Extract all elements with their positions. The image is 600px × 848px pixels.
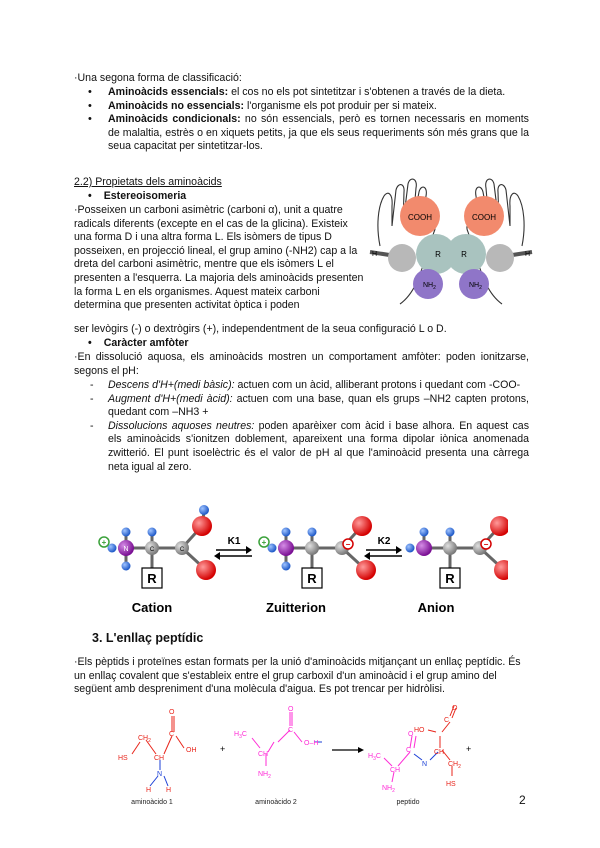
section-heading-3: 3. L'enllaç peptídic	[92, 631, 204, 645]
ho-label: HO	[414, 727, 425, 734]
ch2-label: $CH_2$	[448, 761, 461, 770]
h-sphere-left	[388, 244, 416, 272]
c-label: C	[169, 731, 175, 738]
ch-label: CH	[434, 749, 445, 756]
ch-label: CH	[258, 751, 269, 758]
section-heading-2-2: 2.2) Propietats dels aminoàcids	[74, 176, 222, 188]
c-label: C	[149, 547, 155, 553]
plus-sign: +	[466, 744, 472, 754]
plus-sign: +	[220, 744, 226, 754]
oh-label: O–H	[304, 740, 319, 747]
amino-acid-1	[118, 709, 197, 806]
h-sphere-right	[486, 244, 514, 272]
cation-molecule	[99, 505, 216, 588]
h-label-left: H	[372, 251, 378, 258]
cooh-label-right: COOH	[472, 213, 496, 222]
cooh-label-left: COOH	[408, 213, 432, 222]
stereoisomery-text: ·Posseixen un carboni asimètric (carboni α), unit a quatre radicals diferents (excepte en el cas de la glicina). Existeix una forma D i una altra forma L. Els isòmers de tipus D posseixen, en projecció lineal, el grup amino (-NH2) cap a la dreta del carboni asimètric, mentre que els isòmers L el presenten a l'esquerra. La majoria dels aminoàcids presenten la forma L en els organismes. Aquest mateix carboni determina que presenten activitat òptica i poden	[74, 204, 364, 312]
reaction-arrow	[332, 747, 364, 753]
plus-charge: +	[261, 538, 267, 547]
amphoteric-title: • Caràcter amfòter	[88, 337, 189, 351]
o-label: O	[169, 709, 175, 716]
n-label: N	[157, 771, 163, 778]
peptide-label: peptido	[396, 799, 420, 806]
n-label: N	[422, 761, 428, 768]
h-label: H	[166, 787, 172, 794]
nh2-label-left: $NH_2$	[423, 282, 436, 291]
peptide-bond-figure	[104, 702, 484, 812]
stereoisomery-text-end: ser levògirs (-) o dextrògirs (+), independentment de la seua configuració L o D.	[74, 323, 447, 335]
r-label: R	[147, 571, 157, 586]
minus-charge: −	[483, 540, 489, 549]
nh2-label: $NH_2$	[382, 785, 395, 794]
k2-equilibrium-arrow	[364, 536, 402, 560]
r-label: R	[307, 571, 317, 586]
zwitterion-label: Zuitterion	[266, 600, 326, 615]
stereoisomery-title: • Estereoisomeria	[88, 190, 186, 204]
r-label: R	[445, 571, 455, 586]
amino-acid-2	[234, 706, 322, 806]
zwitterion-molecule	[259, 516, 376, 588]
r-label-right: R	[461, 250, 467, 259]
plus-charge: +	[101, 538, 107, 547]
list-item: • Aminoàcids condicionals: no són essencials, però es tornen necessaris en moments de malaltia, estrès o en xiquets petits, ja que els seus requeriments són més grans que la seua capacitat per sintetitzar-los.	[74, 113, 529, 154]
h-label-right: H	[525, 251, 531, 258]
minus-charge: −	[345, 540, 351, 549]
list-item: - Dissolucions aquoses neutres: poden aparèixer com àcid i base alhora. En aquest cas els aminoàcids s'ionitzen doblement, apareixent una forma dipolar iònica anomenada zwitterió. El punt isoelèctric és el valor de pH al que l'aminoàcid presenta una càrrega neta igual al zero.	[74, 420, 529, 474]
k1-equilibrium-arrow	[214, 536, 252, 560]
h3c-label: $H_3C$	[368, 753, 381, 762]
amphoteric-text: ·En dissolució aquosa, els aminoàcids mostren un comportament amfòter: poden ionitzarse, segons el pH:	[74, 351, 529, 377]
oh-label: OH	[186, 747, 197, 754]
amino-acid-1-label: aminoàcido 1	[131, 799, 173, 806]
o-label: O	[408, 731, 414, 738]
k2-label: K2	[377, 536, 391, 547]
ch2-label: $CH_2$	[138, 735, 151, 744]
intro-text: ·Una segona forma de classificació:	[74, 72, 242, 84]
c-label: C	[179, 547, 185, 553]
c-label: C	[406, 747, 412, 754]
classification-list	[74, 86, 529, 154]
k1-label: K1	[227, 536, 241, 547]
o-label: O	[288, 706, 294, 713]
ionization-figure	[96, 500, 508, 620]
h-label: H	[146, 787, 152, 794]
peptide-bond-text: ·Els pèptids i proteïnes estan formats per la unió d'aminoàcids mitjançant un enllaç peptídic. És un enllaç covalent que s'estableix entre el grup carboxil d'un aminoàcid i el grup amino del següent amb despreniment d'una molècula d'aigua. Es pot trencar per hidròlisi.	[74, 656, 521, 696]
anion-label: Anion	[417, 600, 455, 615]
chirality-hands-figure	[366, 176, 536, 316]
anion-molecule	[406, 516, 509, 588]
cation-label: Cation	[131, 600, 173, 615]
list-item: • Aminoàcids no essencials: l'organisme els pot produir per si mateix.	[74, 100, 529, 114]
page-number: 2	[519, 793, 526, 807]
hs-label: HS	[118, 755, 128, 762]
peptide-molecule	[368, 705, 461, 806]
c-label: C	[444, 717, 450, 724]
hs-label: HS	[446, 781, 456, 788]
nh2-label-right: $NH_2$	[469, 282, 482, 291]
nh2-label: $NH_2$	[258, 771, 271, 780]
list-item: - Descens d'H+(medi bàsic): actuen com un àcid, alliberant protons i quedant com -COO-	[74, 379, 529, 393]
ionization-list	[74, 379, 529, 474]
c-label: C	[288, 727, 294, 734]
amino-acid-2-label: aminoàcido 2	[255, 799, 297, 806]
ch-label: CH	[154, 755, 165, 762]
ch-label: CH	[390, 767, 401, 774]
o-label: O	[452, 705, 458, 712]
list-item: - Augment d'H+(medi àcid): actuen com una base, quan els grups –NH2 capten protons, quedant com –NH3 +	[74, 393, 529, 420]
n-label: N	[123, 546, 129, 553]
h3c-label: $H_3C$	[234, 731, 247, 740]
list-item: • Aminoàcids essencials: el cos no els pot sintetitzar i s'obtenen a través de la dieta.	[74, 86, 529, 100]
r-label-left: R	[435, 250, 441, 259]
